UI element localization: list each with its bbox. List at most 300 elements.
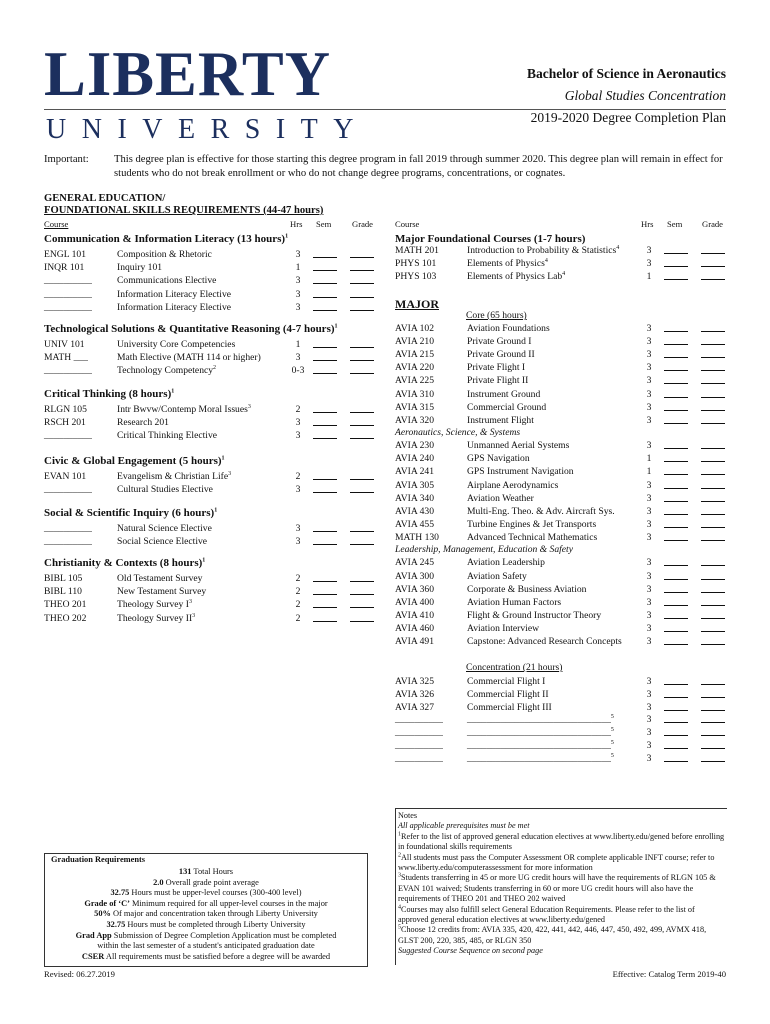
course-code: AVIA 241 xyxy=(395,466,435,478)
grade-blank[interactable] xyxy=(701,361,725,371)
course-name: Private Ground II xyxy=(467,349,535,361)
course-code: AVIA 491 xyxy=(395,636,435,647)
grade-blank[interactable] xyxy=(350,301,374,311)
grade-blank[interactable] xyxy=(701,414,725,424)
grade-blank[interactable] xyxy=(701,257,725,267)
course-row xyxy=(0,635,770,648)
course-row xyxy=(0,439,770,452)
course-hours: 3 xyxy=(295,536,301,548)
course-code: __________ xyxy=(395,752,443,764)
effective-term: Effective: Catalog Term 2019-40 xyxy=(612,969,726,979)
requirement-value: 32.75 xyxy=(110,888,130,898)
course-hours: 3 xyxy=(646,557,652,569)
grade-blank[interactable] xyxy=(701,374,725,384)
graduation-requirement: 32.75 Hours must be completed through Liberty University xyxy=(106,920,306,929)
requirement-value: Grade of ‘C’ xyxy=(84,898,130,908)
course-code: MATH 201 xyxy=(395,245,439,256)
semester-blank[interactable] xyxy=(664,270,688,280)
course-hours: 3 xyxy=(646,676,652,687)
course-row xyxy=(0,688,770,701)
gened-title-line1: GENERAL EDUCATION/ xyxy=(44,193,166,204)
course-name: GPS Instrument Navigation xyxy=(467,466,574,478)
revised-date: Revised: 06.27.2019 xyxy=(44,969,115,979)
footnote-marker: 5 xyxy=(610,739,614,746)
course-code: __________ xyxy=(44,365,92,377)
course-hours: 2 xyxy=(295,586,301,598)
course-name: University Core Competencies xyxy=(117,339,236,350)
course-code: AVIA 326 xyxy=(395,688,435,700)
course-name: Instrument Flight xyxy=(467,414,534,426)
course-hours: 1 xyxy=(295,262,301,274)
semester-blank[interactable] xyxy=(664,556,688,566)
grade-blank[interactable] xyxy=(701,452,725,462)
right-col-course: Course xyxy=(395,219,420,229)
course-row xyxy=(0,361,770,374)
semester-blank[interactable] xyxy=(664,622,688,632)
course-code: AVIA 400 xyxy=(395,596,435,608)
course-hours: 2 xyxy=(295,404,301,415)
course-hours: 3 xyxy=(646,531,652,543)
course-code: AVIA 360 xyxy=(395,583,435,595)
course-name: Research 201 xyxy=(117,417,169,429)
graduation-requirement: Grad App Submission of Degree Completion Application must be completed xyxy=(75,930,337,940)
semester-blank[interactable] xyxy=(664,348,688,358)
footnote-marker: 4 xyxy=(616,244,620,251)
footnote-marker: 1 xyxy=(214,507,218,514)
semester-blank[interactable] xyxy=(664,492,688,502)
course-row xyxy=(0,348,770,361)
course-name: Aviation Interview xyxy=(467,622,540,634)
course-code: __________ xyxy=(44,430,92,442)
course-name: Theology Survey $I^3$ xyxy=(117,599,192,611)
semester-blank[interactable] xyxy=(313,429,337,439)
footnote-marker: 4 xyxy=(544,258,548,264)
course-row xyxy=(0,609,770,622)
course-row xyxy=(0,374,770,387)
gened-section-title: Communication & Information Literacy (13 hours)$^1$ xyxy=(44,233,289,245)
course-hours: 1 xyxy=(646,271,652,283)
course-name: Composition & Rhetoric xyxy=(117,249,212,260)
footnote-marker: 1 xyxy=(398,831,401,838)
footnote-marker: 3 xyxy=(228,470,232,477)
course-name: Aviation Foundations xyxy=(467,323,550,334)
footnote-marker: 1 xyxy=(221,455,225,462)
course-code: AVIA 215 xyxy=(395,349,435,361)
course-code: MATH ___ xyxy=(44,352,88,364)
course-name: Inquiry 101 xyxy=(117,262,163,274)
course-row xyxy=(0,713,770,726)
semester-blank[interactable] xyxy=(664,609,688,619)
important-notice xyxy=(44,153,728,181)
grade-blank[interactable] xyxy=(701,531,725,541)
course-name: Critical Thinking Elective xyxy=(117,430,217,442)
course-name: Cultural Studies Elective xyxy=(117,484,213,496)
semester-blank[interactable] xyxy=(664,322,688,332)
semester-blank[interactable] xyxy=(664,257,688,267)
note-line: $^3$Students transferring in 45 or more UG credit hours will have the requirements of RLGN 105 & EVAN 101 waived; Students transferring in 60 or more UG credit hours will also have the requirements of THEO 201 and THEO 202 waived xyxy=(398,872,716,904)
left-col-grade: Grade xyxy=(352,219,373,229)
course-row xyxy=(0,270,770,283)
course-hours: 2 xyxy=(295,612,301,624)
course-name: Corporate & Business Aviation xyxy=(467,583,587,595)
semester-blank[interactable] xyxy=(664,739,688,749)
semester-blank[interactable] xyxy=(664,675,688,685)
course-code: BIBL 105 xyxy=(44,573,83,584)
course-code: AVIA 220 xyxy=(395,362,435,374)
course-row xyxy=(0,288,770,301)
semester-blank[interactable] xyxy=(664,465,688,475)
semester-blank[interactable] xyxy=(664,452,688,462)
gened-section-title: Critical Thinking (8 hours)$^1$ xyxy=(44,388,175,400)
course-code: __________ xyxy=(44,275,92,287)
gened-section-title: Christianity & Contexts (8 hours)$^1$ xyxy=(44,557,206,569)
course-hours: 3 xyxy=(295,301,301,313)
course-code: AVIA 410 xyxy=(395,609,435,621)
course-hours: 1 xyxy=(646,466,652,478)
footnote-marker: 1 xyxy=(171,388,175,395)
course-row xyxy=(0,739,770,752)
graduation-requirement: 2.0 Overall grade point average xyxy=(153,877,259,887)
course-code: AVIA 210 xyxy=(395,336,435,348)
course-name: New Testament Survey xyxy=(117,586,207,598)
semester-blank[interactable] xyxy=(664,414,688,424)
subsection-leadership: Leadership, Management, Education & Safety xyxy=(395,544,573,555)
grade-blank[interactable] xyxy=(701,401,725,411)
course-name: Social Science Elective xyxy=(117,536,208,548)
footnote-marker: 4 xyxy=(562,271,566,278)
course-hours: 1 xyxy=(295,339,301,350)
course-row xyxy=(0,452,770,465)
course-row xyxy=(0,531,770,544)
grade-blank[interactable] xyxy=(701,505,725,515)
course-hours: 3 xyxy=(646,740,652,751)
grade-blank[interactable] xyxy=(350,288,374,298)
grade-blank[interactable] xyxy=(701,492,725,502)
course-name: Theology Survey $II^3$ xyxy=(117,612,196,624)
left-col-sem: Sem xyxy=(316,219,332,229)
semester-blank[interactable] xyxy=(664,713,688,723)
graduation-title: Graduation Requirements xyxy=(51,855,146,864)
notes-box xyxy=(395,808,727,965)
course-hours: 3 xyxy=(646,688,652,700)
course-row xyxy=(0,257,770,270)
course-hours: 3 xyxy=(646,636,652,647)
course-code: __________ xyxy=(395,714,443,726)
course-name: Unmanned Aerial Systems xyxy=(467,440,570,452)
course-hours: 3 xyxy=(646,375,652,387)
right-col-sem: Sem xyxy=(667,219,683,229)
footnote-marker: 5 xyxy=(398,924,401,931)
course-hours: 3 xyxy=(646,258,652,270)
course-row xyxy=(0,492,770,505)
graduation-requirement: CSER All requirements must be satisfied before a degree will be awarded xyxy=(81,951,331,961)
course-row xyxy=(0,518,770,531)
liberty-logo-wordmark: LIBERTY xyxy=(44,38,331,109)
semester-blank[interactable] xyxy=(664,361,688,371)
course-row xyxy=(0,596,770,609)
course-hours: 3 xyxy=(646,401,652,413)
semester-blank[interactable] xyxy=(664,583,688,593)
semester-blank[interactable] xyxy=(313,301,337,311)
important-label: Important: xyxy=(44,154,89,165)
course-name: ______________________________$^5$ xyxy=(467,727,614,739)
course-hours: 3 xyxy=(295,275,301,287)
graduation-requirement: 131 Total Hours xyxy=(178,867,234,876)
course-code: THEO 201 xyxy=(44,599,87,611)
semester-blank[interactable] xyxy=(664,701,688,711)
course-code: EVAN 101 xyxy=(44,471,87,482)
gened-heading xyxy=(44,193,323,217)
course-name: Commercial Flight II xyxy=(467,688,549,700)
footnote-marker: 1 xyxy=(334,323,338,330)
degree-title: Bachelor of Science in Aeronautics xyxy=(527,66,726,81)
course-hours: 3 xyxy=(646,479,652,491)
course-code: __________ xyxy=(395,740,443,751)
course-name: Evangelism & Christian Life$^3$ xyxy=(117,470,232,482)
requirement-value: CSER xyxy=(81,951,105,961)
course-code: RLGN 105 xyxy=(44,404,87,415)
course-hours: 3 xyxy=(646,362,652,374)
course-row xyxy=(0,388,770,401)
course-code: AVIA 315 xyxy=(395,401,435,413)
grade-blank[interactable] xyxy=(701,726,725,736)
course-hours: 3 xyxy=(646,414,652,426)
grade-blank[interactable] xyxy=(701,570,725,580)
semester-blank[interactable] xyxy=(664,505,688,515)
semester-blank[interactable] xyxy=(664,570,688,580)
course-row xyxy=(0,701,770,714)
grade-blank[interactable] xyxy=(701,675,725,685)
semester-blank[interactable] xyxy=(664,374,688,384)
course-code: ENGL 101 xyxy=(44,249,87,260)
footnote-marker: 3 xyxy=(247,403,251,410)
grade-blank[interactable] xyxy=(350,429,374,439)
course-hours: 3 xyxy=(646,505,652,517)
semester-blank[interactable] xyxy=(664,244,688,254)
course-name: Capstone: Advanced Research Concepts xyxy=(467,636,622,647)
course-code: __________ xyxy=(44,523,92,534)
course-code: __________ xyxy=(44,536,92,548)
grade-blank[interactable] xyxy=(701,270,725,280)
core-label: Core (65 hours) xyxy=(466,310,527,321)
course-name: Multi-Eng. Theo. & Adv. Aircraft Sys. xyxy=(467,505,615,517)
semester-blank[interactable] xyxy=(664,388,688,398)
grade-blank[interactable] xyxy=(701,479,725,489)
course-code: MATH 130 xyxy=(395,531,439,543)
footnote-marker: 4 xyxy=(398,903,401,910)
course-hours: 3 xyxy=(646,492,652,504)
concentration-label: Concentration (21 hours) xyxy=(466,662,563,673)
course-hours: 3 xyxy=(646,349,652,361)
course-code: __________ xyxy=(395,727,443,739)
course-row xyxy=(0,675,770,688)
note-line: $^4$Courses may also fulfill select General Education Requirements. Please refer to the list of approved general education electives at www.liberty.edu/gened xyxy=(398,903,695,925)
course-hours: 3 xyxy=(646,622,652,634)
course-hours: 2 xyxy=(295,471,301,482)
requirement-value: 131 xyxy=(178,867,192,876)
grade-blank[interactable] xyxy=(701,635,725,645)
note-line: $^2$All students must pass the Computer Assessment OR complete applicable INFT course; refer to www.liberty.edu/computerassessment for more information xyxy=(398,851,715,873)
grade-blank[interactable] xyxy=(701,583,725,593)
course-name: Private Flight II xyxy=(467,375,529,387)
semester-blank[interactable] xyxy=(664,335,688,345)
graduation-requirement: 32.75 Hours must be upper-level courses (300-400 level) xyxy=(110,888,302,898)
grade-blank[interactable] xyxy=(701,388,725,398)
course-hours: 3 xyxy=(295,288,301,300)
course-hours: 3 xyxy=(646,388,652,400)
course-hours: 3 xyxy=(646,752,652,764)
grade-blank[interactable] xyxy=(701,322,725,332)
course-hours: 3 xyxy=(646,570,652,582)
course-row xyxy=(0,244,770,257)
grade-blank[interactable] xyxy=(701,465,725,475)
course-name: Airplane Aerodynamics xyxy=(467,479,559,491)
grade-blank[interactable] xyxy=(701,335,725,345)
course-name: Instrument Ground xyxy=(467,388,541,400)
subsection-science-systems: Aeronautics, Science, & Systems xyxy=(395,426,521,438)
course-name: Aviation Human Factors xyxy=(467,596,562,608)
course-code: AVIA 327 xyxy=(395,701,435,713)
course-code: BIBL 110 xyxy=(44,586,82,598)
gened-section-title: Civic & Global Engagement (5 hours)$^1$ xyxy=(44,455,225,467)
course-row xyxy=(0,465,770,478)
course-name: Elements of Physics$^4$ xyxy=(467,258,548,270)
course-hours: 3 xyxy=(295,249,301,260)
semester-blank[interactable] xyxy=(313,288,337,298)
footnote-marker: 1 xyxy=(285,233,289,240)
major-heading: MAJOR xyxy=(395,297,439,311)
plan-title: 2019-2020 Degree Completion Plan xyxy=(530,110,726,125)
course-name: Commercial Flight I xyxy=(467,676,546,687)
semester-blank[interactable] xyxy=(664,439,688,449)
course-name: ______________________________$^5$ xyxy=(467,739,614,751)
important-text: This degree plan is effective for those starting this degree program in fall 2019 through summer 2020. This degree plan will remain in effect for students who do not break enrollment or who do not change degree programs, concentrations, or cognates. xyxy=(114,154,723,179)
course-name: Technology Competency$^2$ xyxy=(117,365,217,377)
course-name: Aviation Weather xyxy=(467,492,534,504)
semester-blank[interactable] xyxy=(664,479,688,489)
course-name: ______________________________$^5$ xyxy=(467,714,614,726)
footnote-marker: 3 xyxy=(188,599,192,606)
semester-blank[interactable] xyxy=(664,596,688,606)
course-hours: 3 xyxy=(646,596,652,608)
requirement-value: 50% xyxy=(94,909,111,919)
semester-blank[interactable] xyxy=(664,726,688,736)
semester-blank[interactable] xyxy=(664,401,688,411)
course-hours: 3 xyxy=(646,583,652,595)
course-name: Intr Bwvw/Contemp Moral Issues$^3$ xyxy=(117,403,251,415)
footnote-marker: 3 xyxy=(192,612,196,619)
course-code: AVIA 455 xyxy=(395,518,435,530)
course-hours: 3 xyxy=(295,417,301,429)
course-code: UNIV 101 xyxy=(44,339,85,350)
course-hours: 3 xyxy=(646,336,652,348)
course-hours: 2 xyxy=(295,599,301,611)
graduation-requirement: within the last semester of a student's anticipated graduation date xyxy=(97,941,315,951)
requirement-value: 2.0 xyxy=(153,877,164,887)
semester-blank[interactable] xyxy=(664,531,688,541)
course-code: __________ xyxy=(44,484,92,496)
course-hours: 3 xyxy=(295,352,301,364)
footnote-marker: 5 xyxy=(610,714,614,721)
course-row xyxy=(0,335,770,348)
semester-blank[interactable] xyxy=(664,752,688,762)
gened-section-title: Technological Solutions & Quantitative Reasoning (4-7 hours)$^1$ xyxy=(44,323,338,335)
course-row xyxy=(0,414,770,427)
course-row xyxy=(0,570,770,583)
note-line: All applicable prerequisites must be met xyxy=(398,821,530,831)
course-name: Aviation Safety xyxy=(467,570,527,582)
university-logo-wordmark: UNIVERSITY xyxy=(46,114,369,145)
graduation-requirement: 50% Of major and concentration taken through Liberty University xyxy=(94,909,318,919)
course-hours: 3 xyxy=(646,245,652,256)
left-col-course: Course xyxy=(44,219,69,229)
grade-blank[interactable] xyxy=(701,518,725,528)
course-code: AVIA 300 xyxy=(395,570,435,582)
course-name: Elements of Physics Lab$^4$ xyxy=(467,271,566,283)
grade-blank[interactable] xyxy=(701,688,725,698)
left-col-hrs: Hrs xyxy=(290,219,303,229)
foundational-title: Major Foundational Courses (1-7 hours) xyxy=(395,233,586,245)
course-hours: 3 xyxy=(646,323,652,334)
course-code: PHYS 103 xyxy=(395,271,437,283)
course-name: Commercial Flight III xyxy=(467,701,552,713)
course-code: AVIA 225 xyxy=(395,375,435,387)
course-name: Math Elective (MATH 114 or higher) xyxy=(117,352,261,364)
gened-section-title: Social & Scientific Inquiry (6 hours)$^1$ xyxy=(44,507,218,519)
course-code: AVIA 320 xyxy=(395,414,435,426)
course-row xyxy=(0,726,770,739)
course-name: Commercial Ground xyxy=(467,401,547,413)
grade-blank[interactable] xyxy=(701,556,725,566)
course-hours: 3 xyxy=(646,609,652,621)
grade-blank[interactable] xyxy=(701,609,725,619)
semester-blank[interactable] xyxy=(664,518,688,528)
grade-blank[interactable] xyxy=(701,713,725,723)
course-name: Private Flight I xyxy=(467,362,526,374)
note-line: $^1$Refer to the list of approved general education electives at www.liberty.edu/gened before enrolling in foundational skills requirements xyxy=(398,831,725,852)
grade-blank[interactable] xyxy=(701,739,725,749)
course-name: Aviation Leadership xyxy=(467,557,545,569)
course-row xyxy=(0,583,770,596)
course-name: Flight & Ground Instructor Theory xyxy=(467,609,602,621)
grade-blank[interactable] xyxy=(701,244,725,254)
course-code: __________ xyxy=(44,288,92,300)
course-code: AVIA 460 xyxy=(395,622,435,634)
right-col-hrs: Hrs xyxy=(641,219,654,229)
grade-blank[interactable] xyxy=(701,439,725,449)
grade-blank[interactable] xyxy=(701,622,725,632)
course-hours: 1 xyxy=(646,453,652,465)
grade-blank[interactable] xyxy=(701,596,725,606)
course-hours: 3 xyxy=(646,714,652,726)
note-line: $^5$Choose 12 credits from: AVIA 335, 420, 422, 441, 442, 446, 447, 450, 492, 499, AVMX 418, GLST 200, 220, 385, 485, or RLGN 350 xyxy=(398,924,707,945)
course-name: Advanced Technical Mathematics xyxy=(467,531,598,543)
course-hours: 3 xyxy=(295,430,301,442)
course-name: Information Literacy Elective xyxy=(117,288,232,300)
note-line: Suggested Course Sequence on second page xyxy=(398,946,543,956)
gened-title-line2: FOUNDATIONAL SKILLS REQUIREMENTS (44-47 hours) xyxy=(44,205,324,216)
semester-blank[interactable] xyxy=(664,688,688,698)
course-row xyxy=(0,505,770,518)
grade-blank[interactable] xyxy=(701,752,725,762)
grade-blank[interactable] xyxy=(701,701,725,711)
course-hours: 3 xyxy=(646,727,652,739)
course-row xyxy=(0,479,770,492)
course-name: Communications Elective xyxy=(117,275,217,287)
semester-blank[interactable] xyxy=(664,635,688,645)
course-code: AVIA 245 xyxy=(395,557,435,569)
grade-blank[interactable] xyxy=(701,348,725,358)
